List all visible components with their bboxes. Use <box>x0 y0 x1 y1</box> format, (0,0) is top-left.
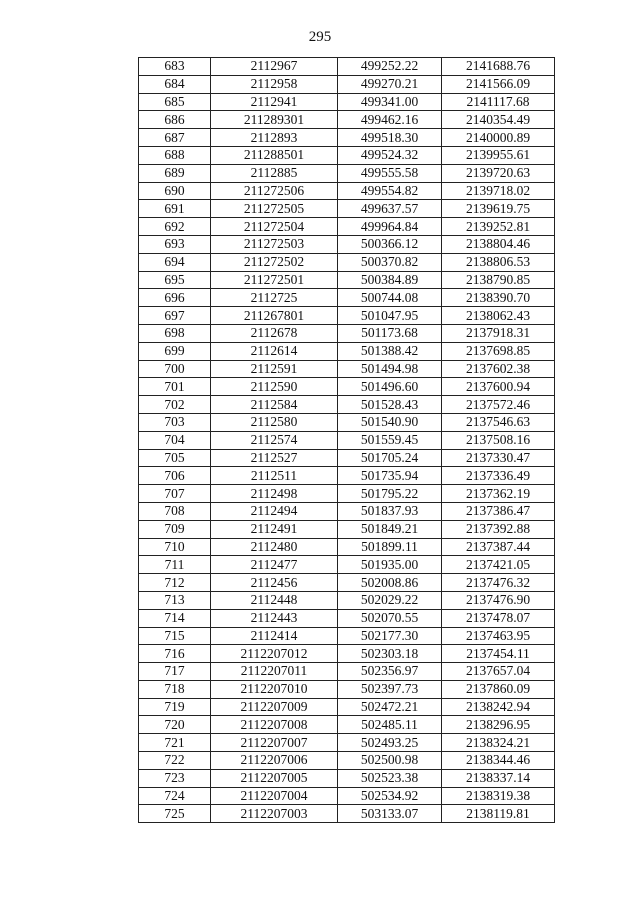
point-id-cell: 2112443 <box>211 609 338 627</box>
x-coordinate-cell: 502472.21 <box>338 698 442 716</box>
y-coordinate-cell: 2137478.07 <box>442 609 555 627</box>
point-number-cell: 714 <box>139 609 211 627</box>
point-number-cell: 713 <box>139 591 211 609</box>
y-coordinate-cell: 2137463.95 <box>442 627 555 645</box>
table-row <box>139 271 555 289</box>
point-id-cell: 2112725 <box>211 289 338 307</box>
x-coordinate-cell: 502500.98 <box>338 752 442 770</box>
x-coordinate-cell: 499524.32 <box>338 146 442 164</box>
point-number-cell: 706 <box>139 467 211 485</box>
coordinates-table <box>138 57 555 823</box>
table-row <box>139 680 555 698</box>
point-number-cell: 711 <box>139 556 211 574</box>
point-number-cell: 708 <box>139 502 211 520</box>
point-number-cell: 709 <box>139 520 211 538</box>
point-number-cell: 719 <box>139 698 211 716</box>
point-id-cell: 2112498 <box>211 485 338 503</box>
point-number-cell: 705 <box>139 449 211 467</box>
x-coordinate-cell: 502303.18 <box>338 645 442 663</box>
x-coordinate-cell: 501540.90 <box>338 413 442 431</box>
point-id-cell: 2112448 <box>211 591 338 609</box>
point-number-cell: 692 <box>139 218 211 236</box>
point-id-cell: 2112941 <box>211 93 338 111</box>
table-row <box>139 253 555 271</box>
y-coordinate-cell: 2137392.88 <box>442 520 555 538</box>
table-row <box>139 769 555 787</box>
y-coordinate-cell: 2138296.95 <box>442 716 555 734</box>
page-number: 295 <box>308 29 332 45</box>
point-id-cell: 2112207006 <box>211 752 338 770</box>
point-id-cell: 2112207009 <box>211 698 338 716</box>
point-id-cell: 211272506 <box>211 182 338 200</box>
table-row <box>139 574 555 592</box>
x-coordinate-cell: 499270.21 <box>338 75 442 93</box>
x-coordinate-cell: 499964.84 <box>338 218 442 236</box>
y-coordinate-cell: 2139619.75 <box>442 200 555 218</box>
point-id-cell: 2112614 <box>211 342 338 360</box>
x-coordinate-cell: 502485.11 <box>338 716 442 734</box>
y-coordinate-cell: 2139252.81 <box>442 218 555 236</box>
x-coordinate-cell: 501047.95 <box>338 307 442 325</box>
point-number-cell: 688 <box>139 146 211 164</box>
y-coordinate-cell: 2137387.44 <box>442 538 555 556</box>
x-coordinate-cell: 502070.55 <box>338 609 442 627</box>
x-coordinate-cell: 501528.43 <box>338 396 442 414</box>
x-coordinate-cell: 501494.98 <box>338 360 442 378</box>
table-row <box>139 645 555 663</box>
y-coordinate-cell: 2137421.05 <box>442 556 555 574</box>
table-row <box>139 75 555 93</box>
point-id-cell: 2112590 <box>211 378 338 396</box>
x-coordinate-cell: 502493.25 <box>338 734 442 752</box>
y-coordinate-cell: 2138337.14 <box>442 769 555 787</box>
y-coordinate-cell: 2141688.76 <box>442 58 555 76</box>
point-number-cell: 702 <box>139 396 211 414</box>
y-coordinate-cell: 2137330.47 <box>442 449 555 467</box>
table-row <box>139 146 555 164</box>
point-number-cell: 725 <box>139 805 211 823</box>
point-number-cell: 690 <box>139 182 211 200</box>
point-id-cell: 2112584 <box>211 396 338 414</box>
table-row <box>139 378 555 396</box>
x-coordinate-cell: 500366.12 <box>338 235 442 253</box>
y-coordinate-cell: 2137860.09 <box>442 680 555 698</box>
point-id-cell: 2112511 <box>211 467 338 485</box>
table-row <box>139 218 555 236</box>
point-id-cell: 2112207007 <box>211 734 338 752</box>
x-coordinate-cell: 502534.92 <box>338 787 442 805</box>
point-number-cell: 698 <box>139 324 211 342</box>
x-coordinate-cell: 501735.94 <box>338 467 442 485</box>
table-row <box>139 663 555 681</box>
y-coordinate-cell: 2139720.63 <box>442 164 555 182</box>
table-row <box>139 752 555 770</box>
table-row <box>139 307 555 325</box>
point-id-cell: 211272502 <box>211 253 338 271</box>
point-number-cell: 722 <box>139 752 211 770</box>
table-row <box>139 716 555 734</box>
point-id-cell: 2112477 <box>211 556 338 574</box>
x-coordinate-cell: 499518.30 <box>338 129 442 147</box>
point-id-cell: 2112207008 <box>211 716 338 734</box>
point-id-cell: 2112207010 <box>211 680 338 698</box>
point-number-cell: 717 <box>139 663 211 681</box>
table-row <box>139 520 555 538</box>
y-coordinate-cell: 2141566.09 <box>442 75 555 93</box>
point-id-cell: 2112207005 <box>211 769 338 787</box>
table-row <box>139 413 555 431</box>
y-coordinate-cell: 2137546.63 <box>442 413 555 431</box>
x-coordinate-cell: 501496.60 <box>338 378 442 396</box>
point-number-cell: 685 <box>139 93 211 111</box>
y-coordinate-cell: 2139718.02 <box>442 182 555 200</box>
x-coordinate-cell: 501795.22 <box>338 485 442 503</box>
y-coordinate-cell: 2140000.89 <box>442 129 555 147</box>
point-id-cell: 211267801 <box>211 307 338 325</box>
point-number-cell: 703 <box>139 413 211 431</box>
point-id-cell: 2112207004 <box>211 787 338 805</box>
point-id-cell: 2112491 <box>211 520 338 538</box>
y-coordinate-cell: 2138319.38 <box>442 787 555 805</box>
table-row <box>139 58 555 76</box>
table-row <box>139 182 555 200</box>
table-row <box>139 609 555 627</box>
point-id-cell: 211272504 <box>211 218 338 236</box>
point-id-cell: 211288501 <box>211 146 338 164</box>
x-coordinate-cell: 500370.82 <box>338 253 442 271</box>
table-row <box>139 129 555 147</box>
point-number-cell: 699 <box>139 342 211 360</box>
x-coordinate-cell: 502029.22 <box>338 591 442 609</box>
point-id-cell: 2112574 <box>211 431 338 449</box>
point-number-cell: 724 <box>139 787 211 805</box>
point-number-cell: 693 <box>139 235 211 253</box>
point-id-cell: 2112414 <box>211 627 338 645</box>
y-coordinate-cell: 2137386.47 <box>442 502 555 520</box>
point-number-cell: 715 <box>139 627 211 645</box>
table-row <box>139 538 555 556</box>
point-id-cell: 2112527 <box>211 449 338 467</box>
x-coordinate-cell: 501935.00 <box>338 556 442 574</box>
point-number-cell: 695 <box>139 271 211 289</box>
table-row <box>139 93 555 111</box>
point-id-cell: 2112885 <box>211 164 338 182</box>
point-id-cell: 2112967 <box>211 58 338 76</box>
point-number-cell: 687 <box>139 129 211 147</box>
table-row <box>139 627 555 645</box>
point-number-cell: 694 <box>139 253 211 271</box>
table-row <box>139 200 555 218</box>
x-coordinate-cell: 502356.97 <box>338 663 442 681</box>
y-coordinate-cell: 2137476.32 <box>442 574 555 592</box>
point-number-cell: 723 <box>139 769 211 787</box>
point-id-cell: 2112456 <box>211 574 338 592</box>
x-coordinate-cell: 499637.57 <box>338 200 442 218</box>
point-id-cell: 2112207003 <box>211 805 338 823</box>
point-number-cell: 718 <box>139 680 211 698</box>
y-coordinate-cell: 2138242.94 <box>442 698 555 716</box>
point-number-cell: 721 <box>139 734 211 752</box>
y-coordinate-cell: 2138390.70 <box>442 289 555 307</box>
y-coordinate-cell: 2137698.85 <box>442 342 555 360</box>
point-number-cell: 684 <box>139 75 211 93</box>
point-id-cell: 2112207011 <box>211 663 338 681</box>
table-row <box>139 502 555 520</box>
point-number-cell: 689 <box>139 164 211 182</box>
point-number-cell: 710 <box>139 538 211 556</box>
x-coordinate-cell: 503133.07 <box>338 805 442 823</box>
x-coordinate-cell: 499554.82 <box>338 182 442 200</box>
point-number-cell: 712 <box>139 574 211 592</box>
y-coordinate-cell: 2137454.11 <box>442 645 555 663</box>
y-coordinate-cell: 2137362.19 <box>442 485 555 503</box>
table-row <box>139 734 555 752</box>
y-coordinate-cell: 2137918.31 <box>442 324 555 342</box>
point-number-cell: 704 <box>139 431 211 449</box>
table-row <box>139 342 555 360</box>
y-coordinate-cell: 2137602.38 <box>442 360 555 378</box>
point-number-cell: 716 <box>139 645 211 663</box>
point-number-cell: 697 <box>139 307 211 325</box>
y-coordinate-cell: 2137508.16 <box>442 431 555 449</box>
table-row <box>139 467 555 485</box>
y-coordinate-cell: 2138119.81 <box>442 805 555 823</box>
table-row <box>139 324 555 342</box>
point-id-cell: 211289301 <box>211 111 338 129</box>
point-id-cell: 2112494 <box>211 502 338 520</box>
point-number-cell: 720 <box>139 716 211 734</box>
point-number-cell: 700 <box>139 360 211 378</box>
x-coordinate-cell: 501849.21 <box>338 520 442 538</box>
y-coordinate-cell: 2141117.68 <box>442 93 555 111</box>
y-coordinate-cell: 2137657.04 <box>442 663 555 681</box>
x-coordinate-cell: 500744.08 <box>338 289 442 307</box>
y-coordinate-cell: 2137572.46 <box>442 396 555 414</box>
x-coordinate-cell: 501837.93 <box>338 502 442 520</box>
x-coordinate-cell: 501559.45 <box>338 431 442 449</box>
x-coordinate-cell: 500384.89 <box>338 271 442 289</box>
table-row <box>139 556 555 574</box>
table-row <box>139 164 555 182</box>
point-id-cell: 2112591 <box>211 360 338 378</box>
table-row <box>139 111 555 129</box>
point-id-cell: 211272501 <box>211 271 338 289</box>
y-coordinate-cell: 2138804.46 <box>442 235 555 253</box>
x-coordinate-cell: 499252.22 <box>338 58 442 76</box>
table-row <box>139 431 555 449</box>
point-id-cell: 2112207012 <box>211 645 338 663</box>
point-id-cell: 211272503 <box>211 235 338 253</box>
point-number-cell: 696 <box>139 289 211 307</box>
x-coordinate-cell: 499341.00 <box>338 93 442 111</box>
table-row <box>139 787 555 805</box>
x-coordinate-cell: 502397.73 <box>338 680 442 698</box>
coordinates-table-body <box>139 58 555 823</box>
point-number-cell: 701 <box>139 378 211 396</box>
table-row <box>139 360 555 378</box>
y-coordinate-cell: 2140354.49 <box>442 111 555 129</box>
y-coordinate-cell: 2137600.94 <box>442 378 555 396</box>
point-number-cell: 686 <box>139 111 211 129</box>
table-row <box>139 805 555 823</box>
x-coordinate-cell: 501388.42 <box>338 342 442 360</box>
table-row <box>139 235 555 253</box>
x-coordinate-cell: 499555.58 <box>338 164 442 182</box>
x-coordinate-cell: 499462.16 <box>338 111 442 129</box>
y-coordinate-cell: 2138062.43 <box>442 307 555 325</box>
y-coordinate-cell: 2138344.46 <box>442 752 555 770</box>
y-coordinate-cell: 2137476.90 <box>442 591 555 609</box>
point-number-cell: 683 <box>139 58 211 76</box>
point-id-cell: 2112678 <box>211 324 338 342</box>
x-coordinate-cell: 502008.86 <box>338 574 442 592</box>
table-row <box>139 449 555 467</box>
x-coordinate-cell: 501173.68 <box>338 324 442 342</box>
point-number-cell: 707 <box>139 485 211 503</box>
table-row <box>139 698 555 716</box>
y-coordinate-cell: 2138790.85 <box>442 271 555 289</box>
point-id-cell: 2112480 <box>211 538 338 556</box>
point-id-cell: 211272505 <box>211 200 338 218</box>
y-coordinate-cell: 2138806.53 <box>442 253 555 271</box>
table-row <box>139 591 555 609</box>
x-coordinate-cell: 501705.24 <box>338 449 442 467</box>
y-coordinate-cell: 2139955.61 <box>442 146 555 164</box>
table-row <box>139 396 555 414</box>
x-coordinate-cell: 501899.11 <box>338 538 442 556</box>
point-id-cell: 2112580 <box>211 413 338 431</box>
table-row <box>139 289 555 307</box>
point-number-cell: 691 <box>139 200 211 218</box>
x-coordinate-cell: 502177.30 <box>338 627 442 645</box>
point-id-cell: 2112958 <box>211 75 338 93</box>
table-row <box>139 485 555 503</box>
y-coordinate-cell: 2137336.49 <box>442 467 555 485</box>
y-coordinate-cell: 2138324.21 <box>442 734 555 752</box>
point-id-cell: 2112893 <box>211 129 338 147</box>
x-coordinate-cell: 502523.38 <box>338 769 442 787</box>
